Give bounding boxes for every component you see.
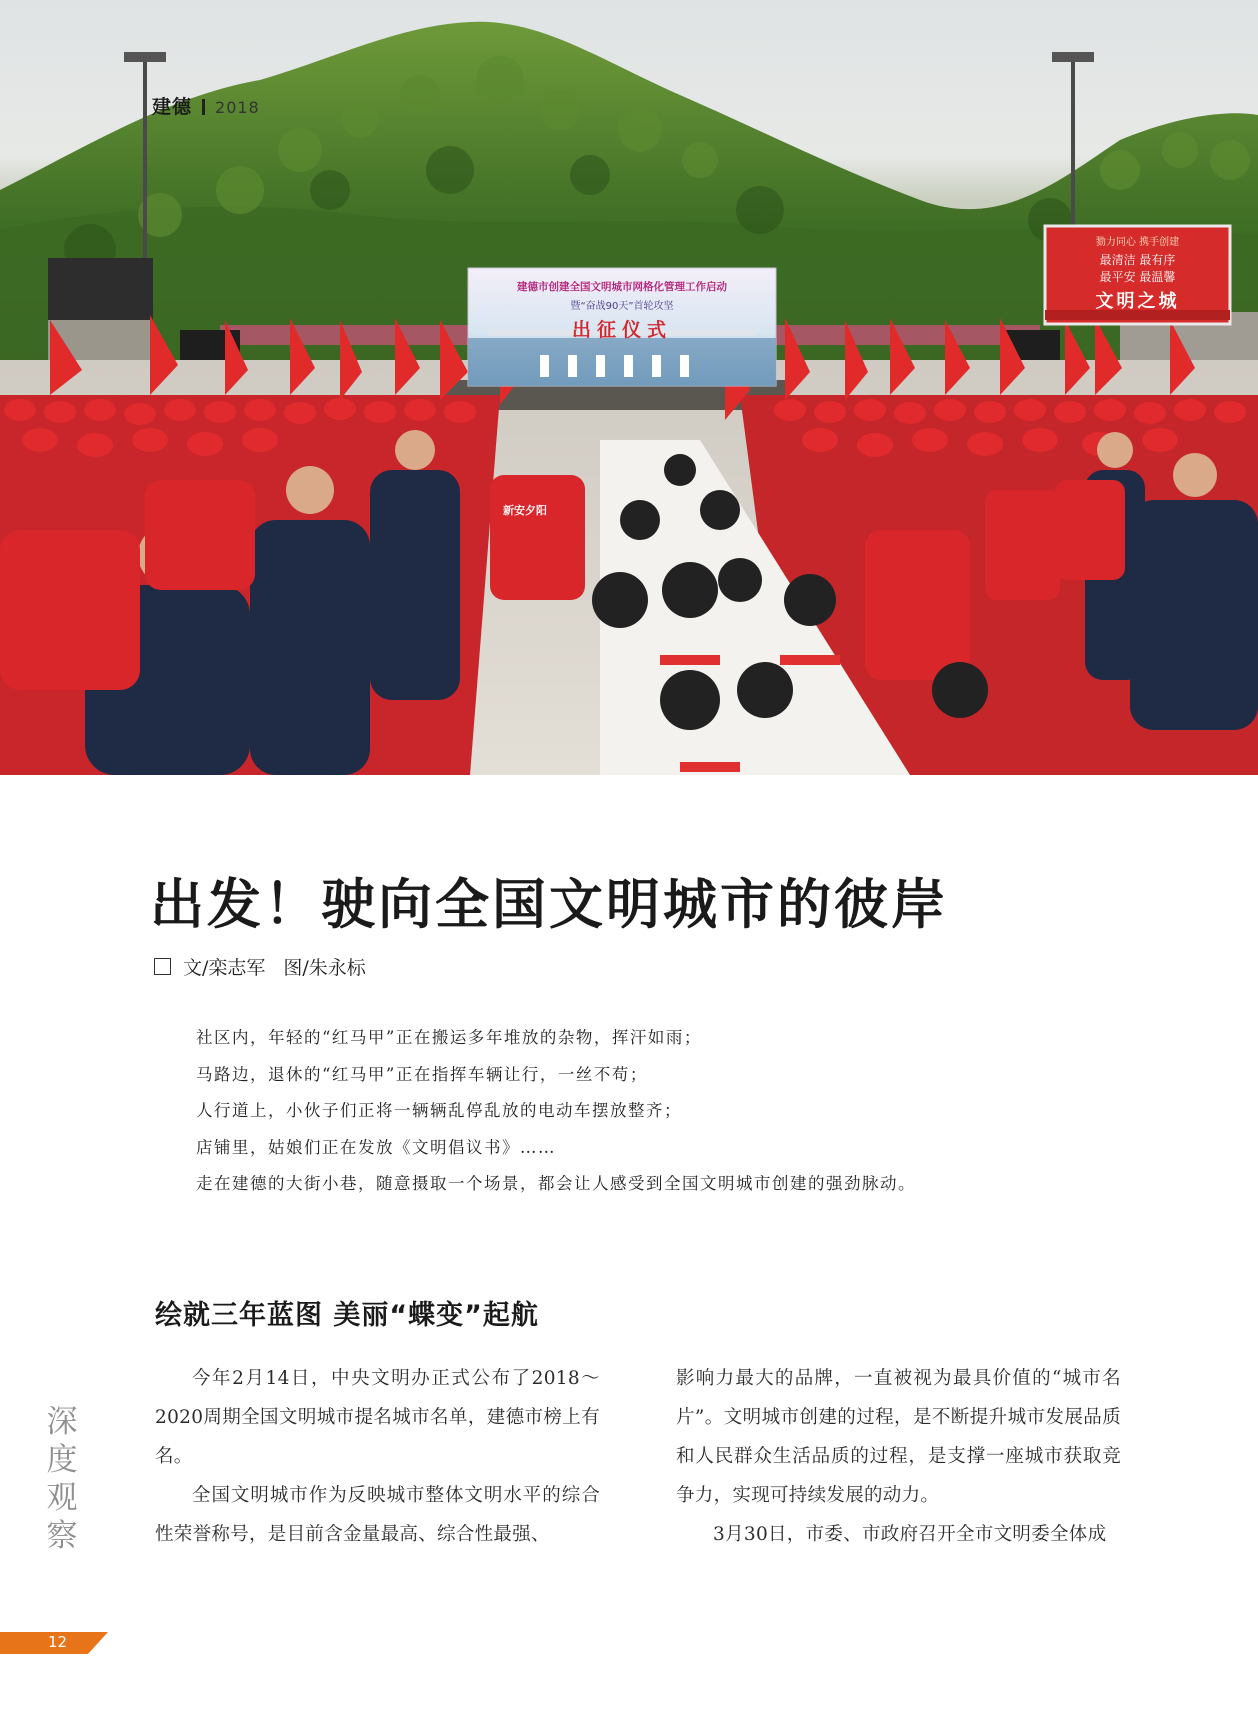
masthead-divider [202,99,205,115]
hero-photo [0,0,1258,775]
section-heading: 绘就三年蓝图 美丽“蝶变”起航 [155,1300,539,1331]
stage-banner [474,279,770,342]
side-label-char: 深 [46,1404,78,1440]
intro-line: 人行道上，小伙子们正将一辆辆乱停乱放的电动车摆放整齐； [196,1101,682,1120]
side-label-char: 察 [46,1518,78,1554]
masthead [152,92,260,119]
stage-banner-line1: 建德市创建全国文明城市网格化管理工作启动 [517,281,727,293]
masthead-year: 2018 [215,98,260,117]
page-number: 12 [48,1633,68,1651]
masthead-name: 建德 [152,96,193,118]
body-paragraph: 影响力最大的品牌，一直被视为最具价值的“城市名片”。文明城市创建的过程，是不断提升城市发展品质和人民群众生活品质的过程，是支撑一座城市获取竞争力，实现可持续发展的动力。 [676,1368,1121,1506]
billboard-line2: 最清洁 最有序 [1099,253,1176,267]
byline [154,953,366,980]
billboard [1052,233,1223,313]
vest-lettering: 新安夕阳 [503,504,547,517]
body-paragraph: 3月30日，市委、市政府召开全市文明委全体成 [713,1524,1107,1545]
body-column-right [676,1359,1121,1554]
article-title: 出发！驶向全国文明城市的彼岸 [150,873,948,936]
stage-banner-line3: 出征仪式 [571,319,672,341]
section-side-label [42,1403,82,1555]
side-label-char: 度 [46,1442,78,1478]
intro-line: 走在建德的大街小巷，随意摄取一个场景，都会让人感受到全国文明城市创建的强劲脉动。 [196,1174,916,1193]
body-paragraph: 全国文明城市作为反映城市整体文明水平的综合性荣誉称号，是目前含金量最高、综合性最强、 [155,1485,600,1545]
body-column-left [155,1359,600,1554]
side-label-char: 观 [46,1480,78,1516]
intro-line: 店铺里，姑娘们正在发放《文明倡议书》…… [196,1137,556,1157]
stage-banner-line2: 暨“奋战90天”首轮攻坚 [570,301,674,312]
byline-photographer: 图/朱永标 [283,957,366,979]
body-paragraph: 今年2月14日，中央文明办正式公布了2018～2020周期全国文明城市提名城市名单，建德市榜上有名。 [155,1368,600,1467]
byline-author: 文/栾志军 [183,957,266,979]
intro-lead [196,1020,1096,1203]
page-folio [0,1632,112,1654]
byline-box-icon [154,958,171,975]
intro-line: 马路边，退休的“红马甲”正在指挥车辆让行，一丝不苟； [196,1064,648,1084]
billboard-line3: 最平安 最温馨 [1099,270,1176,284]
intro-line: 社区内，年轻的“红马甲”正在搬运多年堆放的杂物，挥汗如雨； [196,1028,702,1047]
billboard-line4: 文明之城 [1095,291,1180,312]
billboard-line1: 勠力同心 携手创建 [1095,237,1180,248]
